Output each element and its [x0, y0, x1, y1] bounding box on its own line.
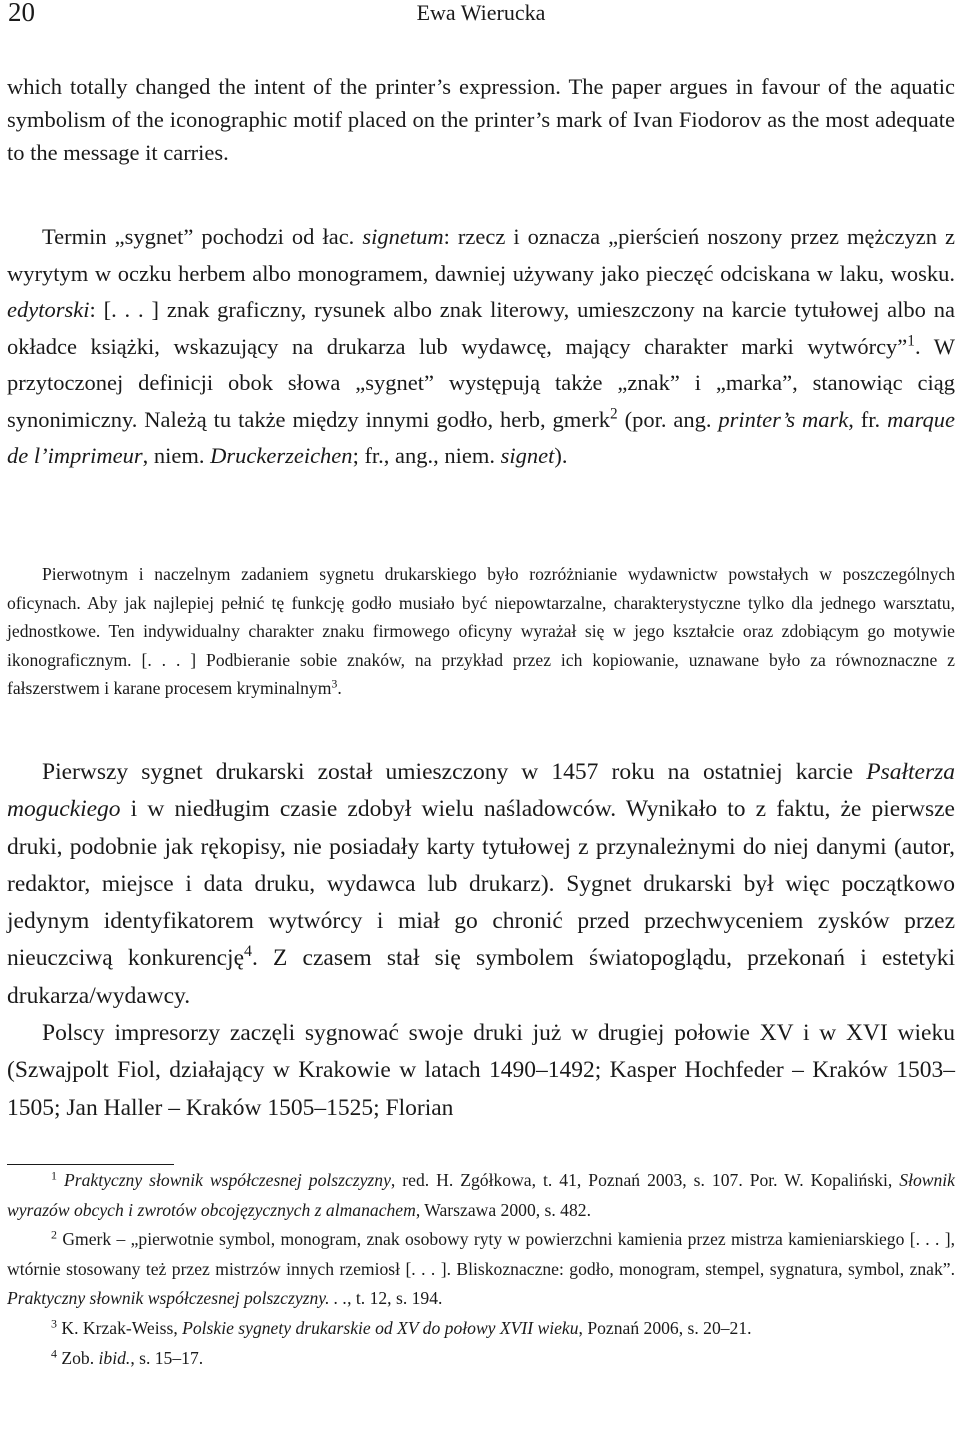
quote-text-8: ; fr., ang., niem.: [352, 443, 501, 468]
footnote-ref-4[interactable]: 4: [244, 943, 252, 961]
footnote-4-number: 4: [51, 1345, 57, 1360]
term-marque: marque de l’imprimeur: [7, 406, 955, 468]
footnote-3-title: Polskie sygnety drukarskie od XV do połowy XVII wieku: [182, 1317, 579, 1338]
footnote-2-number: 2: [51, 1227, 57, 1242]
footnote-3-text-a: K. Krzak-Weiss,: [61, 1317, 183, 1338]
abstract-tail-paragraph: [7, 70, 955, 169]
term-signet: signet: [500, 443, 555, 468]
footnote-1-text-b: , Warszawa 2000, s. 482.: [415, 1199, 591, 1220]
work-title-psalterz: Psałterza moguckiego: [7, 759, 955, 823]
footnote-divider: [7, 1164, 174, 1165]
body-paragraph-2: [7, 1015, 955, 1127]
block-quotation-text: Pierwotnym i naczelnym zadaniem sygnetu drukarskiego było rozróżnianie wydawnictw powstałych w poszczególnych oficynach. Aby jak najlepiej pełnić tę funkcję godło musiało być niepowtarzalne, charakterystyczne tylko dla jednego warsztatu, jednostkowe. Ten indywidualny charakter znaku firmowego oficyny wyrażał się w jego kształcie oraz zdobiącym go motywie ikonograficznym. [. . . ] Podbieranie sobie znaków, na przykład przez ich kopiowanie, uznawane było za równoznaczne z fałszerstwem i karane procesem kryminalnym: [7, 564, 955, 698]
footnote-3: [7, 1314, 955, 1344]
footnote-3-text-b: , Poznań 2006, s. 20–21.: [578, 1317, 752, 1338]
footnote-1-title-2: Słownik wyrazów obcych i zwrotów obcojęzycznych z almanachem: [7, 1170, 955, 1220]
quote-text-6: , fr.: [848, 406, 888, 432]
footnote-4: [7, 1344, 955, 1374]
footnote-1-title: Praktyczny słownik współczesnej polszczyzny: [64, 1170, 391, 1190]
footnote-2: [7, 1225, 955, 1314]
footnotes: [7, 1166, 955, 1373]
body1-text-a: Pierwszy sygnet drukarski został umieszczony w 1457 roku na ostatniej karcie: [42, 759, 867, 785]
term-edytorski: edytorski: [7, 297, 90, 322]
quote-text-5: (por. ang.: [617, 406, 719, 432]
main-body-text: [7, 754, 955, 1127]
footnote-2-text-a: Gmerk – „pierwotnie symbol, monogram, znak osobowy ryty w powierzchni kamienia przez mistrza kamieniarskiego [. . . ], wtórnie stosowany też przez mistrzów innych rzemiosł [. . . ]. Bliskoznaczne: godło, monogram, stempel, sygnatura, symbol, znak”.: [7, 1229, 955, 1279]
footnote-1: [7, 1166, 955, 1225]
quote-text-2: : rzecz i oznacza „pierścień noszony przez mężczyzn z wyrytym w oczku herbem albo monogramem, dawniej używany jako pieczęć odciskana w laku, wosku.: [7, 224, 956, 286]
body2-text: Polscy impresorzy zaczęli sygnować swoje druki już w drugiej połowie XV i w XVI wieku (Szwajpolt Fiol, działający w Krakowie w latach 1490–1492; Kasper Hochfeder – Kraków 1503–1505; Jan Haller – Kraków 1505–1525; Florian: [7, 1020, 955, 1121]
footnote-4-text-a: Zob.: [61, 1347, 99, 1368]
running-head: Ewa Wierucka: [416, 0, 546, 25]
body1-text-c: . Z czasem stał się symbolem światopoglądu, przekonań i estetyki drukarza/wydawcy.: [7, 945, 955, 1009]
footnote-ref-3[interactable]: 3: [331, 676, 338, 691]
footnote-2-title: Praktyczny słownik współczesnej polszczyzny. . .: [7, 1288, 348, 1309]
quote-text-9: ).: [554, 443, 568, 468]
footnote-1-number: 1: [51, 1168, 57, 1183]
footnote-ref-1[interactable]: 1: [907, 332, 915, 350]
quote-text-3: : [. . . ] znak graficzny, rysunek albo znak literowy, umieszczony na karcie tytułowej albo na okładce książki, wskazujący na drukarza lub wydawcę, mający charakter marki wytwórcy”: [7, 297, 955, 359]
quote-text-1: Termin „sygnet” pochodzi od łac.: [42, 224, 363, 249]
footnote-4-text-b: , s. 15–17.: [130, 1347, 204, 1368]
block-quotation-end: .: [337, 678, 342, 698]
footnote-2-text-b: , t. 12, s. 194.: [347, 1288, 443, 1309]
footnote-3-number: 3: [51, 1316, 57, 1331]
term-printers-mark: printer’s mark: [718, 406, 849, 432]
abstract-tail-text: which totally changed the intent of the printer’s expression. The paper argues in favour of the aquatic symbolism of the iconographic motif placed on the printer’s mark of Ivan Fiodorov as the most adequate to the message it carries.: [7, 74, 955, 165]
footnote-4-title: ibid.: [98, 1347, 131, 1368]
quote-text-4: . W przytoczonej definicji obok słowa „sygnet” występują także „znak” i „marka”, stanowiąc ciąg synonimiczny. Należą tu także między innymi godło, herb, gmerk: [7, 333, 955, 432]
footnote-1-text-a: , red. H. Zgółkowa, t. 41, Poznań 2003, s. 107. Por. W. Kopaliński,: [390, 1170, 900, 1190]
term-signetum: signetum: [362, 224, 444, 249]
page-header: [7, 0, 955, 26]
block-quotation: [7, 560, 955, 703]
quote-text-7: , niem.: [142, 443, 211, 468]
term-druckerzeichen: Druckerzeichen: [210, 443, 353, 468]
footnote-ref-2[interactable]: 2: [610, 405, 618, 423]
page-number: 20: [8, 0, 35, 27]
body1-text-b: i w niedługim czasie zdobył wielu naśladowców. Wynikało to z faktu, że pierwsze druki, podobnie jak rękopisy, nie posiadały karty tytułowej z przynależnymi do niej danymi (autor, redaktor, miejsce i data druku, wydawca lub drukarz). Sygnet drukarski był więc początkowo jedynym identyfikatorem wytwórcy i miał go chronić przed przechwyceniem zysków przez nieuczciwą konkurencję: [7, 796, 955, 972]
body-paragraph-1: [7, 754, 955, 1015]
definition-paragraph: [7, 219, 955, 475]
